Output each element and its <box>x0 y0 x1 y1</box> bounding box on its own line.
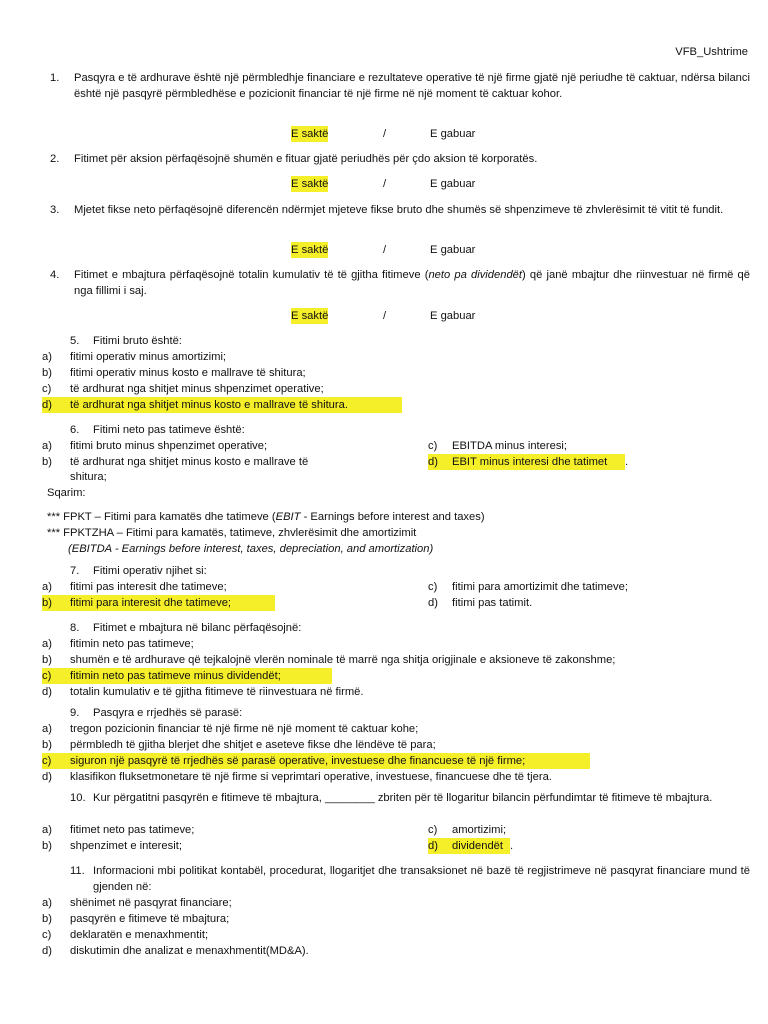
q3-line1: Mjetet fikse neto përfaqësojnë diferencën ndërmjet mjeteve fikse bruto dhe shumës së shpenzimeve të zhvlerësimit të <box>74 204 658 216</box>
q7-number: 7. <box>70 565 80 577</box>
q9-option-c: siguron një pasqyrë të rrjedhës së parasë operative, investuese dhe financuese të një firme; <box>70 755 526 767</box>
q9-letter-d: d) <box>42 771 52 783</box>
q11-text <box>93 863 750 895</box>
sqarim-label: Sqarim: <box>47 487 86 499</box>
q3-separator: / <box>383 244 387 256</box>
q11-line2: financiare mund të gjenden në: <box>93 865 750 893</box>
q4-line1-end: ) që janë mbajtur dhe <box>522 269 632 281</box>
header-title: VFB_Ushtrime <box>675 46 748 58</box>
sqarim-ebitda-definition: (EBITDA - Earnings before interest, taxes, depreciation, and amortization) <box>68 543 434 555</box>
q7-letter-d: d) <box>428 597 438 609</box>
q11-number: 11. <box>70 865 85 877</box>
q4-line2: riinvestuar në firmë që nga fillimi i saj. <box>74 269 750 297</box>
q1-text <box>74 70 750 102</box>
q8-option-b: shumën e të ardhurave që tejkalojnë vlerën nominale të marrë nga shitja origjinale e aksioneve të zakonshme; <box>70 654 616 666</box>
q6-highlight-d <box>428 454 625 470</box>
q5-letter-b: b) <box>42 367 52 379</box>
q8-stem: Fitimet e mbajtura në bilanc përfaqësojnë: <box>93 622 302 634</box>
q10-letter-c: c) <box>428 824 438 836</box>
q5-option-a: fitimi operativ minus amortizimi; <box>70 351 227 363</box>
q8-letter-d: d) <box>42 686 52 698</box>
q5-stem: Fitimi bruto është: <box>93 335 182 347</box>
q8-highlight-c <box>42 668 332 684</box>
q1-line1: Pasqyra e të ardhurave është një përmbledhje financiare e rezultateve operative të një firme gjatë një periudhe të <box>74 72 636 84</box>
q9-letter-a: a) <box>42 723 52 735</box>
q9-letter-b: b) <box>42 739 52 751</box>
q11-line1: Informacioni mbi politikat kontabël, procedurat, llogaritjet dhe transaksionet në bazë të regjistrimeve në pasqyrat <box>93 865 654 877</box>
q6-option-b-line2: shitura; <box>70 471 107 483</box>
q11-letter-d: d) <box>42 945 52 957</box>
q5-letter-a: a) <box>42 351 52 363</box>
q5-highlight-d <box>42 397 402 413</box>
q3-text <box>74 202 750 218</box>
q7-letter-c: c) <box>428 581 438 593</box>
q1-true-option: E saktë <box>291 128 329 140</box>
q7-option-a: fitimi pas interesit dhe tatimeve; <box>70 581 227 593</box>
q3-false-option: E gabuar <box>430 244 476 256</box>
q10-number: 10. <box>70 792 86 804</box>
q10-letter-b: b) <box>42 840 52 852</box>
q10-letter-d: d) <box>428 840 438 852</box>
q8-letter-b: b) <box>42 654 52 666</box>
q9-option-d: klasifikon fluksetmonetare të një firme si veprimtari operative, investuese, financuese dhe të tjera. <box>70 771 552 783</box>
q4-text <box>74 267 750 299</box>
q10-option-d: dividendët <box>452 840 504 852</box>
q9-option-a: tregon pozicionin financiar të një firme në një moment të caktuar kohe; <box>70 723 419 735</box>
q8-option-d: totalin kumulativ e të gjitha fitimeve të riinvestuara në firmë. <box>70 686 364 698</box>
q6-letter-c: c) <box>428 440 438 452</box>
q4-line1-start: Fitimet e mbajtura përfaqësojnë totalin kumulativ të të gjitha fitimeve ( <box>74 269 429 281</box>
q11-letter-b: b) <box>42 913 52 925</box>
q3-line2: vitit të fundit. <box>660 204 724 216</box>
q7-option-d: fitimi pas tatimit. <box>452 597 533 609</box>
q4-true-option: E saktë <box>291 310 329 322</box>
sqarim-line1-end: - Earnings before interest and taxes) <box>300 511 485 523</box>
q4-number: 4. <box>50 269 60 281</box>
q2-true-option: E saktë <box>291 178 329 190</box>
q6-option-a: fitimi bruto minus shpenzimet operative; <box>70 440 268 452</box>
q7-letter-b: b) <box>42 597 52 609</box>
q9-number: 9. <box>70 707 80 719</box>
q4-separator: / <box>383 310 387 322</box>
q1-false-option: E gabuar <box>430 128 476 140</box>
q10-option-d-period: . <box>510 840 514 852</box>
q5-option-b: fitimi operativ minus kosto e mallrave të shitura; <box>70 367 306 379</box>
q1-line3: kohor. <box>531 88 563 100</box>
q6-letter-d: d) <box>428 456 438 468</box>
q4-line1-italic: neto pa dividendët <box>428 269 522 281</box>
q6-option-d-period: . <box>625 456 629 468</box>
q2-separator: / <box>383 178 387 190</box>
q5-option-d: të ardhurat nga shitjet minus kosto e mallrave të shitura. <box>70 399 348 411</box>
q1-line2: caktuar, ndërsa bilanci është një pasqyrë përmbledhëse e pozicionit financiar të një firme në një moment të caktuar <box>74 72 750 100</box>
q10-text <box>93 790 750 806</box>
q3-number: 3. <box>50 204 60 216</box>
q7-highlight-b <box>42 595 275 611</box>
q1-number: 1. <box>50 72 60 84</box>
q11-option-a: shënimet në pasqyrat financiare; <box>70 897 232 909</box>
q10-line1: Kur përgatitni pasqyrën e fitimeve të mbajtura, ________ zbriten për të llogaritur bilancin përfundimtar të fitimeve <box>93 792 651 804</box>
q2-text: Fitimet për aksion përfaqësojnë shumën e fituar gjatë periudhës për çdo aksion të korporatës. <box>74 153 538 165</box>
sqarim-line1-italic: EBIT <box>275 511 301 523</box>
q10-line2: të mbajtura. <box>653 792 713 804</box>
q10-letter-a: a) <box>42 824 52 836</box>
sqarim-ebit-line <box>47 509 485 525</box>
q6-number: 6. <box>70 424 80 436</box>
q6-option-b-line1: të ardhurat nga shitjet minus kosto e mallrave të <box>70 456 309 468</box>
q7-letter-a: a) <box>42 581 52 593</box>
q7-option-b: fitimi para interesit dhe tatimeve; <box>70 597 232 609</box>
q8-letter-c: c) <box>42 670 52 682</box>
q10-option-b: shpenzimet e interesit; <box>70 840 182 852</box>
sqarim-line1-start: *** FPKT – Fitimi para kamatës dhe tatimeve ( <box>47 511 276 523</box>
q9-option-b: përmbledh të gjitha blerjet dhe shitjet e aseteve fikse dhe lëndëve të para; <box>70 739 436 751</box>
q6-option-d: EBIT minus interesi dhe tatimet <box>452 456 608 468</box>
q7-stem: Fitimi operativ njihet si: <box>93 565 207 577</box>
q8-letter-a: a) <box>42 638 52 650</box>
q11-option-d: diskutimin dhe analizat e menaxhmentit(MD&A). <box>70 945 309 957</box>
q1-separator: / <box>383 128 387 140</box>
q2-number: 2. <box>50 153 60 165</box>
q2-false-option: E gabuar <box>430 178 476 190</box>
q9-highlight-c <box>42 753 590 769</box>
q5-letter-c: c) <box>42 383 52 395</box>
q9-stem: Pasqyra e rrjedhës së parasë: <box>93 707 243 719</box>
q8-option-c: fitimin neto pas tatimeve minus dividendët; <box>70 670 281 682</box>
q6-stem: Fitimi neto pas tatimeve është: <box>93 424 245 436</box>
q11-letter-c: c) <box>42 929 52 941</box>
q9-letter-c: c) <box>42 755 52 767</box>
q11-option-c: deklaratën e menaxhmentit; <box>70 929 209 941</box>
q4-false-option: E gabuar <box>430 310 476 322</box>
q5-number: 5. <box>70 335 80 347</box>
q11-letter-a: a) <box>42 897 52 909</box>
q10-option-a: fitimet neto pas tatimeve; <box>70 824 195 836</box>
q8-option-a: fitimin neto pas tatimeve; <box>70 638 194 650</box>
q10-option-c: amortizimi; <box>452 824 507 836</box>
q6-letter-a: a) <box>42 440 52 452</box>
q11-option-b: pasqyrën e fitimeve të mbajtura; <box>70 913 230 925</box>
q8-number: 8. <box>70 622 80 634</box>
q5-letter-d: d) <box>42 399 52 411</box>
q10-highlight-d <box>428 838 510 854</box>
q3-true-option: E saktë <box>291 244 329 256</box>
q6-letter-b: b) <box>42 456 52 468</box>
q7-option-c: fitimi para amortizimit dhe tatimeve; <box>452 581 628 593</box>
q5-option-c: të ardhurat nga shitjet minus shpenzimet operative; <box>70 383 324 395</box>
sqarim-ebitda-line: *** FPKTZHA – Fitimi para kamatës, tatimeve, zhvlerësimit dhe amortizimit <box>47 527 417 539</box>
q6-option-c: EBITDA minus interesi; <box>452 440 568 452</box>
